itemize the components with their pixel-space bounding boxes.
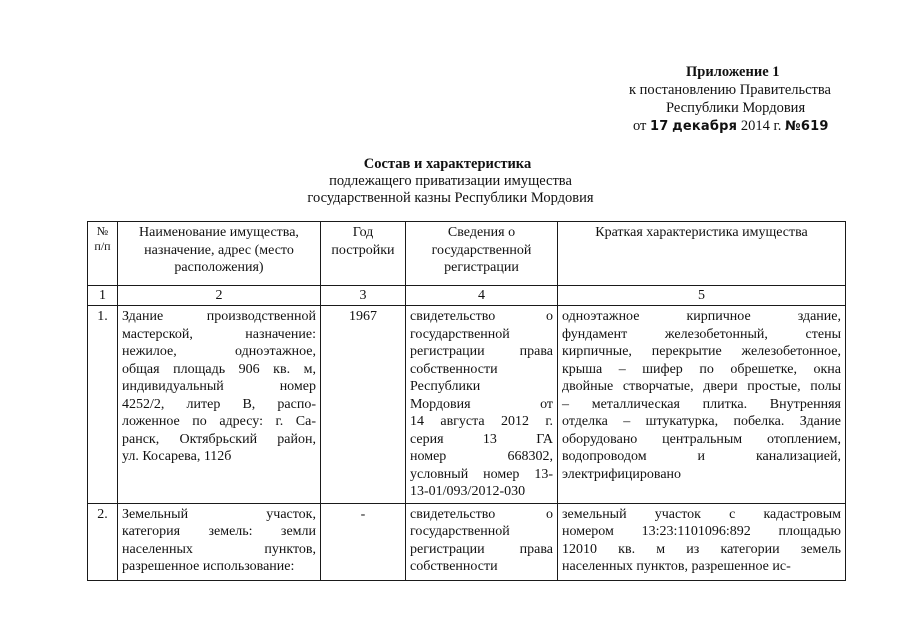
cell-line: земельный участок с кадастровым [562,506,841,522]
construction-year-cell: - [321,503,406,580]
cell-line: электрифицировано [562,466,682,482]
cell-line: водопроводом и канализацией, [562,449,841,464]
header-year: Год постройки [321,222,406,286]
cell-line: собственности [410,361,498,377]
row-number: 1. [88,306,118,504]
cell-line: категория земель: земли [122,524,316,539]
column-number-row [88,286,846,306]
cell-line: населенных пунктов, [122,541,316,557]
row-number: 2. [88,503,118,580]
cell-line: индивидуальный номер [122,379,316,394]
cell-line: 14 августа 2012 г. [410,414,553,429]
cell-line: Здание производственной [122,309,316,324]
cell-line: общая площадь 906 кв. м, [122,361,316,377]
cell-line: – металлическая плитка. Внутренняя [562,396,841,412]
column-number: 5 [558,286,846,306]
approval-day: 17 [650,119,669,134]
cell-line: 13-01/093/2012-030 [410,484,526,499]
header-name: Наименование имущества, назначение, адрес (место расположения) [118,222,321,286]
table-row [88,306,846,504]
cell-line: Республики [410,379,481,394]
cell-line: свидетельство о [410,506,553,522]
construction-year-cell: 1967 [321,306,406,504]
cell-line: номер 668302, [410,449,553,464]
cell-line: нежилое, одноэтажное, [122,344,316,359]
cell-line: государственной [410,326,510,342]
cell-line: номером 13:23:1101096:892 площадью [562,524,841,539]
registration-cell [406,503,558,580]
cell-line: регистрации права [410,541,553,557]
cell-line: ул. Косарева, 112б [122,449,232,464]
cell-line: кирпичные, перекрытие железобетонное, [562,344,841,359]
cell-line: фундамент железобетонный, стены [562,326,841,342]
heading-title: Состав и характеристика [363,156,532,172]
description-cell [558,503,846,580]
approval-month: декабря [672,119,738,134]
header-description: Краткая характеристика имущества [558,222,846,286]
approval-republic-line: Республики Мордовия [666,100,806,116]
cell-line: серия 13 ГА [410,431,553,447]
cell-line: Земельный участок, [122,506,316,522]
property-name-cell [118,503,321,580]
cell-line: ложенное по адресу: г. Са- [122,414,316,429]
property-name-cell [118,306,321,504]
cell-line: Мордовия от [410,396,553,412]
cell-line: собственности [410,559,498,574]
heading-line2: подлежащего приватизации имущества [329,173,572,189]
cell-line: разрешенное использование: [122,559,295,574]
cell-line: условный номер 13- [410,466,553,482]
cell-line: населенных пунктов, разрешенное ис- [562,559,791,574]
cell-line: одноэтажное кирпичное здание, [562,309,841,324]
cell-line: двойные створчатые, двери простые, полы [562,379,841,394]
cell-line: 4252/2, литер В, распо- [122,396,316,412]
description-cell [558,306,846,504]
cell-line: отделка – штукатурка, побелка. Здание [562,414,841,429]
cell-line: крыша – шифер по обрешетке, окна [562,361,841,377]
table-header-row [88,222,846,286]
cell-line: 12010 кв. м из категории земель [562,541,841,557]
cell-line: государственной [410,524,510,539]
cell-line: свидетельство о [410,309,553,324]
header-registration: Сведения о государственной регистрации [406,222,558,286]
property-table [87,221,846,581]
column-number: 3 [321,286,406,306]
cell-line: ранск, Октябрьский район, [122,431,316,447]
approval-prefix: от [633,118,647,134]
approval-date-line [633,118,829,135]
heading-line3: государственной казны Республики Мордовия [307,190,594,206]
approval-decree-line: к постановлению Правительства [629,82,831,98]
column-number: 1 [88,286,118,306]
approval-number: №619 [785,119,829,134]
header-num: № п/п [88,222,118,286]
cell-line: регистрации права [410,344,553,359]
approval-title: Приложение 1 [686,64,780,80]
table-row [88,503,846,580]
document-heading [0,156,905,207]
registration-cell [406,306,558,504]
column-number: 4 [406,286,558,306]
approval-year: 2014 г. [740,118,782,134]
cell-line: оборудовано центральным отоплением, [562,431,841,447]
column-number: 2 [118,286,321,306]
cell-line: мастерской, назначение: [122,326,316,342]
